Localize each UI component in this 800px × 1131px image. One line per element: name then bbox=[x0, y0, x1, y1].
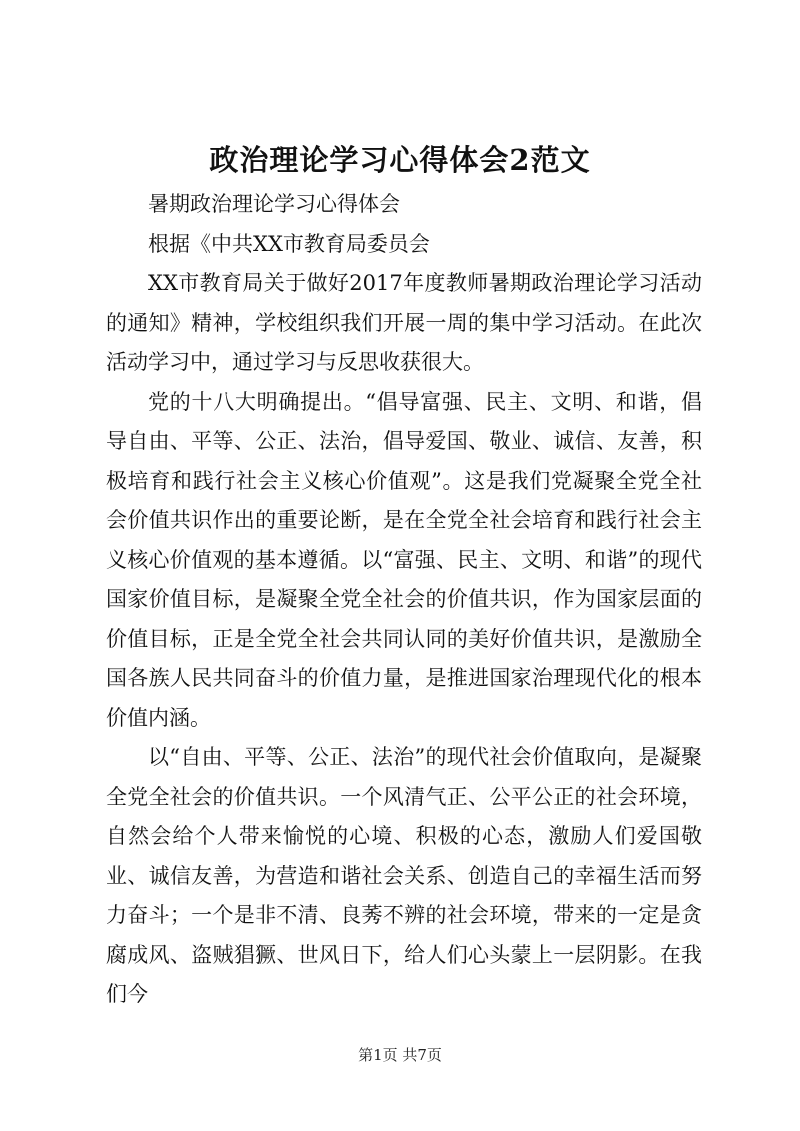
paragraph-core-values: 党的十八大明确提出。“倡导富强、民主、文明、和谐，倡导自由、平等、公正、法治，倡导爱国、敬业、诚信、友善，积极培育和践行社会主义核心价值观”。这是我们党凝聚全党全社会价值共识作出的重要论断，是在全党全社会培育和践行社会主义核心价值观的基本遵循。以“富强、民主、文明、和谐”的现代国家价值目标，是凝聚全党全社会的价值共识，作为国家层面的价值目标，正是全党全社会共同认同的美好价值共识，是激励全国各族人民共同奋斗的价值力量，是推进国家治理现代化的根本价值内涵。 bbox=[106, 389, 702, 730]
paragraph-basis: 根据《中共XX市教育局委员会 bbox=[148, 231, 430, 256]
document-title: 政治理论学习心得体会2范文 bbox=[209, 143, 591, 177]
page-footer: 第1页 共7页 bbox=[358, 1046, 442, 1064]
paragraph-notice: XX市教育局关于做好2017年度教师暑期政治理论学习活动的通知》精神，学校组织我们开展一周的集中学习活动。在此次活动学习中，通过学习与反思收获很大。 bbox=[106, 271, 702, 374]
paragraph-subtitle: 暑期政治理论学习心得体会 bbox=[148, 192, 400, 216]
document-body bbox=[106, 185, 702, 1015]
paragraph-social-values: 以“自由、平等、公正、法治”的现代社会价值取向，是凝聚全党全社会的价值共识。一个风清气正、公平公正的社会环境，自然会给个人带来愉悦的心境、积极的心态，激励人们爱国敬业、诚信友善，为营造和谐社会关系、创造自己的幸福生活而努力奋斗；一个是非不清、良莠不辨的社会环境，带来的一定是贪腐成风、盗贼猖獗、世风日下，给人们心头蒙上一层阴影。在我们今 bbox=[106, 745, 702, 1006]
